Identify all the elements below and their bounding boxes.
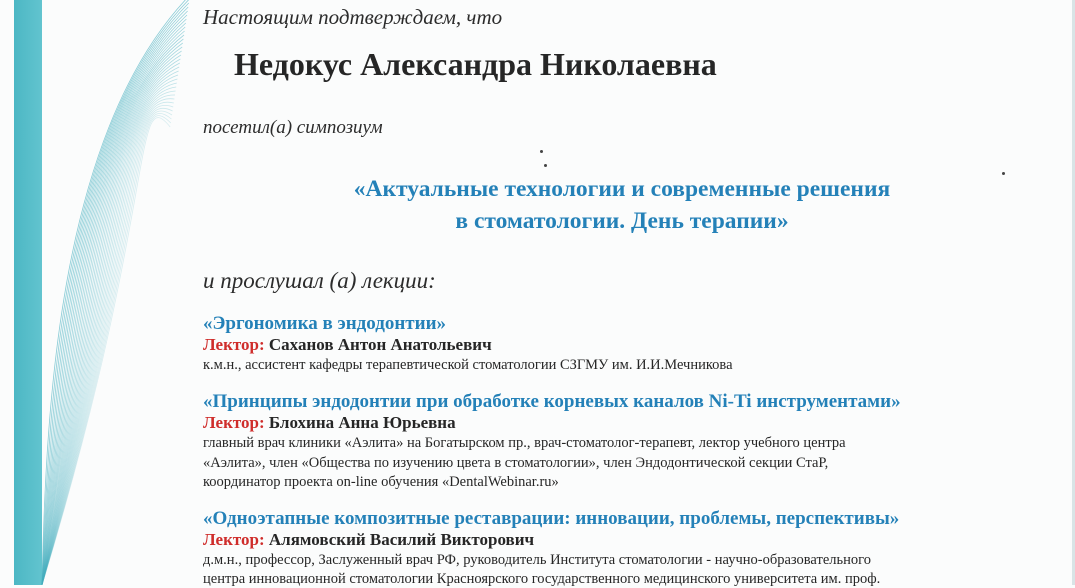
lecture-lector bbox=[203, 530, 534, 550]
lector-description: координатор проекта on-line обучения «DentalWebinar.ru» bbox=[203, 474, 559, 490]
scan-speck bbox=[544, 164, 547, 167]
scan-speck bbox=[1002, 172, 1005, 175]
lecture-lector bbox=[203, 335, 492, 355]
attended-text: посетил(а) симпозиум bbox=[203, 117, 383, 138]
lector-label: Лектор: bbox=[203, 335, 265, 354]
wave-line bbox=[42, 111, 172, 585]
scan-speck bbox=[540, 150, 543, 153]
lector-name: Саханов Антон Анатольевич bbox=[268, 335, 492, 354]
symposium-title-line2: в стоматологии. День терапии» bbox=[455, 208, 789, 234]
lecture-title: «Принципы эндодонтии при обработке корневых каналов Ni-Ti инструментами» bbox=[203, 391, 901, 412]
lector-name: Алямовский Василий Викторович bbox=[268, 530, 535, 549]
recipient-name: Недокус Александра Николаевна bbox=[234, 46, 717, 82]
lector-name: Блохина Анна Юрьевна bbox=[268, 413, 456, 432]
lecture-title: «Эргономика в эндодонтии» bbox=[203, 313, 447, 334]
lector-description: к.м.н., ассистент кафедры терапевтической стоматологии СЗГМУ им. И.И.Мечникова bbox=[203, 357, 733, 373]
lector-description: «Аэлита», член «Общества по изучению цвета в стоматологии», член Эндодонтической секции СтаР, bbox=[203, 455, 829, 471]
lector-description: д.м.н., профессор, Заслуженный врач РФ, руководитель Института стоматологии - научно-образовательного bbox=[203, 552, 871, 568]
lector-label: Лектор: bbox=[203, 530, 265, 549]
lectures-intro: и прослушал (а) лекции: bbox=[203, 268, 436, 293]
lector-label: Лектор: bbox=[203, 413, 265, 432]
lector-description: главный врач клиники «Аэлита» на Богатырском пр., врач-стоматолог-терапевт, лектор учебного центра bbox=[203, 435, 846, 451]
lector-description: центра инновационной стоматологии Красноярского государственного медицинского университета им. проф. bbox=[203, 571, 881, 587]
symposium-title-line1: «Актуальные технологии и современные решения bbox=[353, 176, 891, 202]
lecture-title: «Одноэтапные композитные реставрации: инновации, проблемы, перспективы» bbox=[203, 508, 900, 529]
intro-text: Настоящим подтверждаем, что bbox=[203, 5, 503, 29]
lecture-lector bbox=[203, 413, 456, 433]
decorative-wave-lines bbox=[0, 0, 200, 585]
